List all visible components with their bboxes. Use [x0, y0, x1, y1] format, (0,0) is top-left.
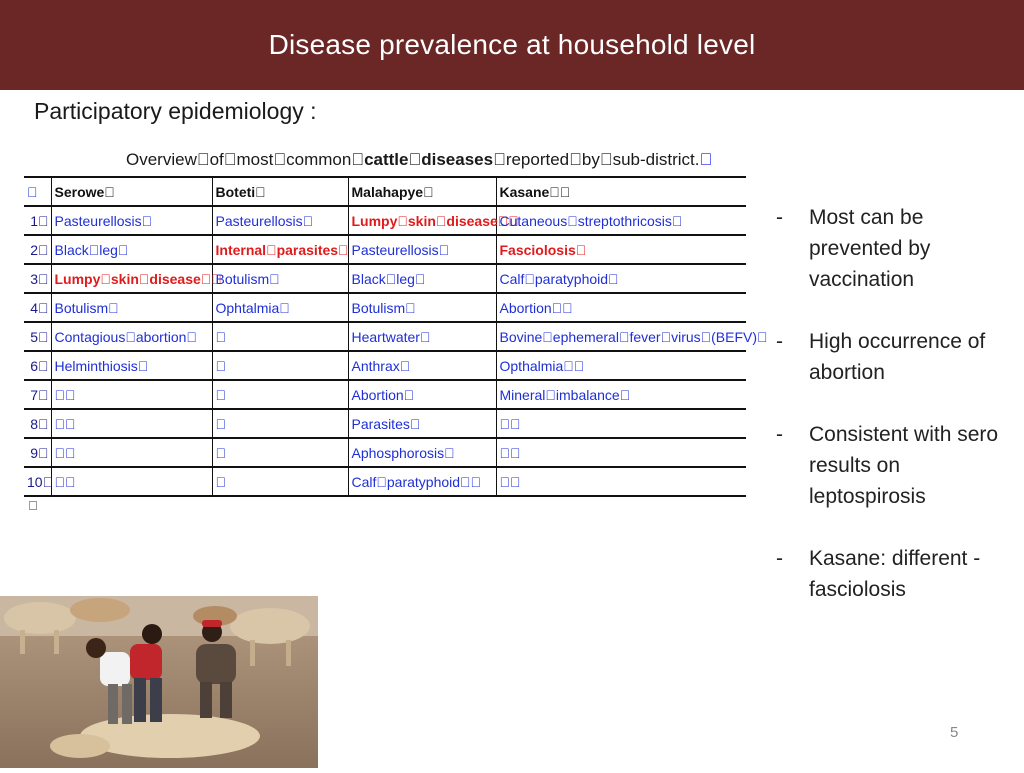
row-rank: 10 	[24, 467, 51, 496]
cell-serowe: Botulism 	[51, 293, 212, 322]
cell-malahapye: Black leg 	[348, 264, 496, 293]
column-header-serowe: Serowe 	[51, 177, 212, 206]
table-row	[24, 409, 746, 438]
cell-boteti: Ophtalmia 	[212, 293, 348, 322]
cell-boteti:  	[212, 409, 348, 438]
cell-serowe: Black leg 	[51, 235, 212, 264]
row-rank: 7 	[24, 380, 51, 409]
cell-serowe: Pasteurellosis 	[51, 206, 212, 235]
cell-serowe:   	[51, 380, 212, 409]
table-caption	[126, 150, 712, 170]
table-row	[24, 293, 746, 322]
finding-text: Consistent with sero results on leptospirosis	[809, 423, 999, 508]
row-rank: 6 	[24, 351, 51, 380]
cell-boteti: Botulism 	[212, 264, 348, 293]
cell-malahapye: Aphosphorosis 	[348, 438, 496, 467]
cattle-vaccination-photo	[0, 596, 318, 768]
page-number: 5	[950, 724, 959, 741]
cell-malahapye: Lumpy skin disease  	[348, 206, 496, 235]
cell-malahapye: Botulism 	[348, 293, 496, 322]
row-rank: 9 	[24, 438, 51, 467]
cell-kasane: Fasciolosis 	[496, 235, 746, 264]
finding-text: High occurrence of abortion	[809, 330, 986, 384]
cell-malahapye: Anthrax 	[348, 351, 496, 380]
cell-serowe: Helminthiosis 	[51, 351, 212, 380]
table-row	[24, 438, 746, 467]
cell-malahapye: Heartwater 	[348, 322, 496, 351]
row-rank: 1 	[24, 206, 51, 235]
table-trailing-glyph:  	[28, 498, 38, 513]
cell-kasane: Abortion  	[496, 293, 746, 322]
row-rank: 8 	[24, 409, 51, 438]
photo-illustration	[0, 596, 318, 768]
column-header-kasane: Kasane  	[496, 177, 746, 206]
cell-boteti:  	[212, 467, 348, 496]
table-row	[24, 380, 746, 409]
title-banner	[0, 0, 1024, 90]
cell-malahapye: Parasites 	[348, 409, 496, 438]
cell-boteti:  	[212, 438, 348, 467]
table-caption-bold: cattle diseases	[364, 150, 494, 169]
finding-text: Kasane: different - fasciolosis	[809, 547, 981, 601]
bullet-dash: -	[776, 330, 783, 353]
cell-kasane: Mineral imbalance 	[496, 380, 746, 409]
row-rank: 3 	[24, 264, 51, 293]
bullet-dash: -	[776, 547, 783, 570]
bullet-dash: -	[776, 206, 783, 229]
disease-table	[24, 176, 768, 497]
column-header-malahapye: Malahapye 	[348, 177, 496, 206]
cell-kasane:   	[496, 438, 746, 467]
table-row	[24, 467, 746, 496]
cell-boteti:  	[212, 380, 348, 409]
finding-item	[776, 419, 1016, 512]
table-corner:  	[24, 177, 51, 206]
cell-serowe:   	[51, 438, 212, 467]
row-rank: 2 	[24, 235, 51, 264]
cell-serowe: Contagious abortion 	[51, 322, 212, 351]
cell-malahapye: Calf paratyphoid  	[348, 467, 496, 496]
column-header-boteti: Boteti 	[212, 177, 348, 206]
section-subtitle: Participatory epidemiology :	[34, 98, 317, 124]
cell-malahapye: Abortion 	[348, 380, 496, 409]
row-rank: 5 	[24, 322, 51, 351]
table-caption-post:  reported by sub-district.	[493, 150, 700, 169]
table-row	[24, 206, 746, 235]
cell-serowe:   	[51, 467, 212, 496]
finding-item	[776, 202, 1016, 295]
findings-list	[776, 202, 1016, 605]
cell-serowe: Lumpy skin disease  	[51, 264, 212, 293]
table-row	[24, 351, 746, 380]
cell-kasane: Bovine ephemeral fever virus (BEFV) 	[496, 322, 746, 351]
table-row	[24, 264, 746, 293]
bullet-dash: -	[776, 423, 783, 446]
cell-boteti: Internal parasites 	[212, 235, 348, 264]
row-rank: 4 	[24, 293, 51, 322]
table-caption-pre: Overview of most common 	[126, 150, 365, 169]
finding-text: Most can be prevented by vaccination	[809, 206, 931, 291]
cell-malahapye: Pasteurellosis 	[348, 235, 496, 264]
cell-kasane:   	[496, 467, 746, 496]
slide-title: Disease prevalence at household level	[268, 29, 756, 60]
table-row	[24, 235, 746, 264]
cell-kasane: Calf paratyphoid 	[496, 264, 746, 293]
cell-boteti:  	[212, 322, 348, 351]
cell-kasane: Cutaneous streptothricosis 	[496, 206, 746, 235]
finding-item	[776, 543, 1016, 605]
table-caption-end-glyph:  	[699, 150, 713, 169]
finding-item	[776, 326, 1016, 388]
cell-boteti:  	[212, 351, 348, 380]
cell-kasane: Opthalmia  	[496, 351, 746, 380]
cell-boteti: Pasteurellosis 	[212, 206, 348, 235]
table-row	[24, 322, 746, 351]
table-header-row	[24, 177, 746, 206]
cell-serowe:   	[51, 409, 212, 438]
cell-kasane:   	[496, 409, 746, 438]
